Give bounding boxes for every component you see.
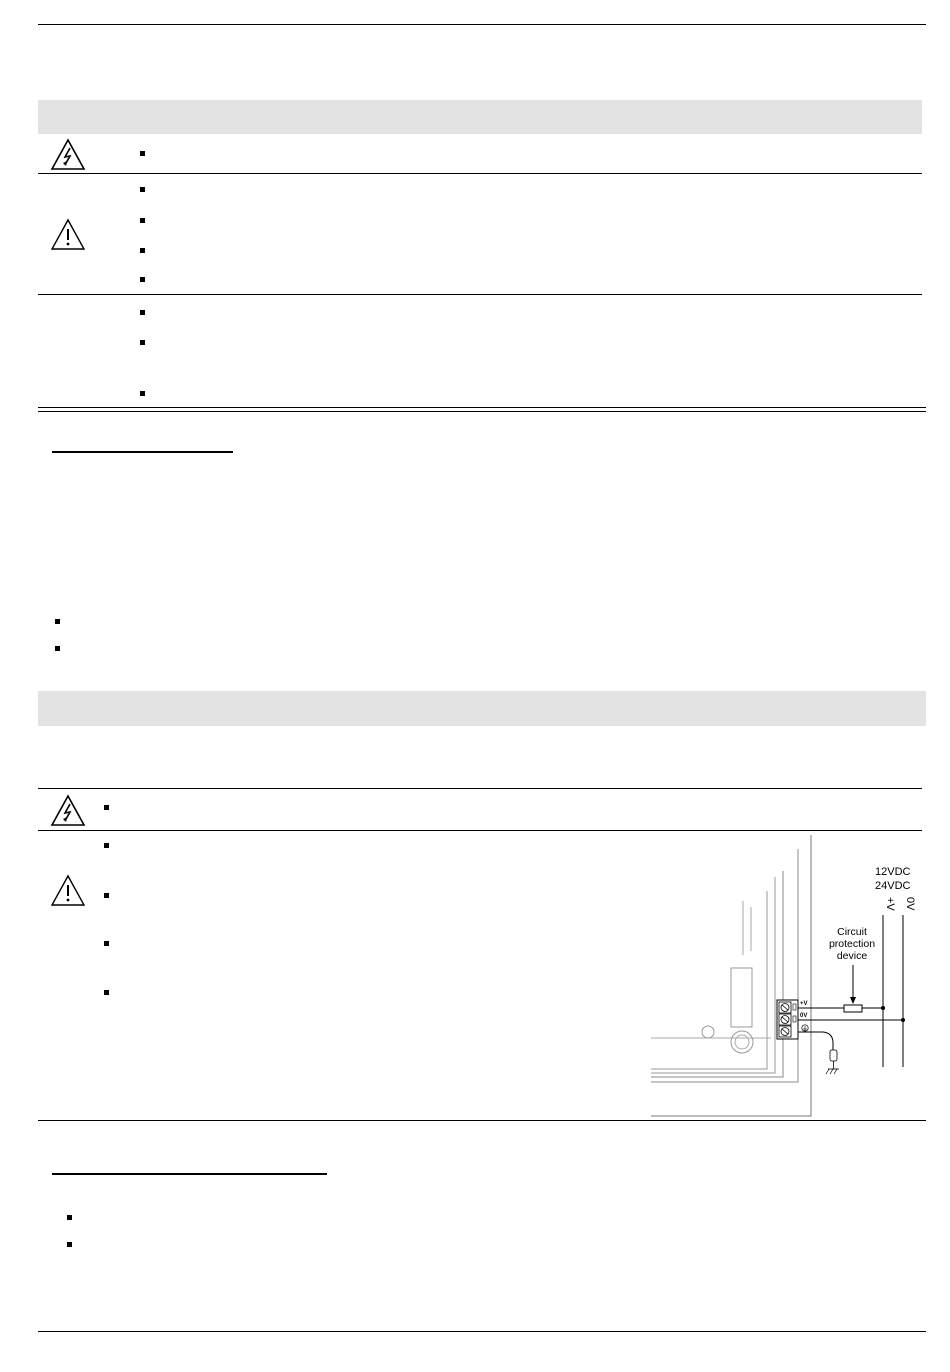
- table-top-rule: [38, 788, 922, 789]
- footer-rule: [38, 1331, 926, 1332]
- electrical-hazard-icon: [51, 139, 85, 170]
- device-label-line-3: device: [836, 950, 868, 962]
- terminal-pos-label: +V: [800, 1001, 808, 1007]
- section-header-band-1: [38, 100, 922, 134]
- list-bullet: [140, 187, 145, 192]
- list-bullet: [140, 340, 145, 345]
- device-label-line-2: protection: [828, 938, 876, 950]
- table-row-divider: [38, 173, 922, 174]
- list-bullet: [140, 391, 145, 396]
- list-bullet: [104, 941, 109, 946]
- list-bullet: [140, 277, 145, 282]
- table-row-divider: [38, 294, 922, 295]
- supply-neg-label: 0V: [904, 897, 916, 911]
- list-bullet: [140, 310, 145, 315]
- list-bullet: [104, 843, 109, 848]
- section-header-band-2: [38, 691, 926, 726]
- header-rule: [38, 24, 926, 25]
- caution-icon: [51, 875, 85, 906]
- voltage-24vdc-label: 24VDC: [875, 880, 911, 892]
- list-bullet: [67, 1242, 72, 1247]
- list-bullet: [140, 151, 145, 156]
- table-row-divider: [38, 830, 922, 831]
- table-bottom-rule: [38, 411, 926, 412]
- device-label-line-1: Circuit: [837, 926, 867, 938]
- terminal-neg-label: 0V: [800, 1013, 808, 1019]
- voltage-12vdc-label: 12VDC: [875, 866, 911, 878]
- list-bullet: [104, 990, 109, 995]
- list-bullet: [55, 646, 60, 651]
- table-bottom-rule: [38, 407, 926, 408]
- list-bullet: [104, 805, 109, 810]
- subheading-underline: [52, 1173, 327, 1175]
- table-bottom-rule: [38, 1120, 926, 1121]
- caution-icon: [51, 219, 85, 250]
- power-wiring-diagram: [651, 835, 916, 1118]
- list-bullet: [55, 619, 60, 624]
- subheading-underline: [52, 451, 233, 453]
- electrical-hazard-icon: [51, 795, 85, 826]
- list-bullet: [67, 1215, 72, 1220]
- list-bullet: [140, 218, 145, 223]
- supply-pos-label: +V: [884, 897, 896, 911]
- list-bullet: [140, 248, 145, 253]
- list-bullet: [104, 893, 109, 898]
